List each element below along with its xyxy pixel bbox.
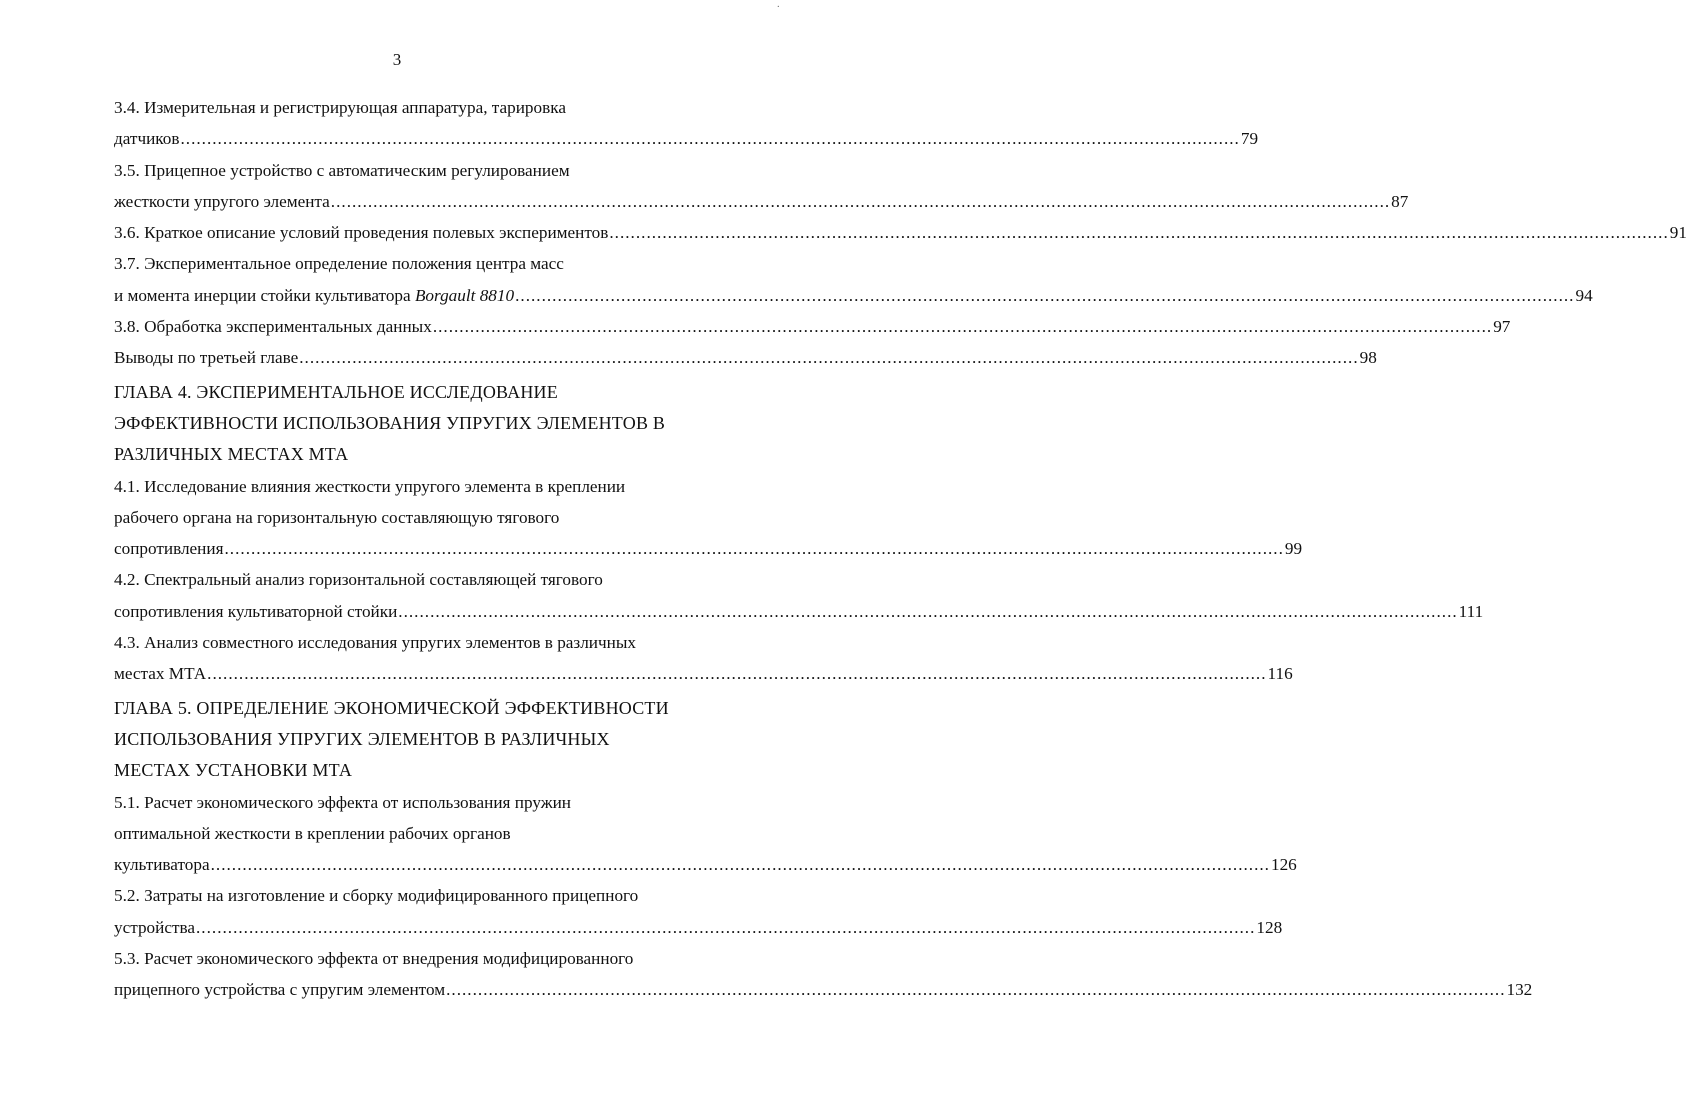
toc-entry-text: культиватора: [114, 855, 210, 875]
toc-entry-3-7: [114, 248, 1593, 311]
toc-page-number: 97: [1493, 317, 1511, 337]
toc-page-number: 91: [1669, 223, 1687, 243]
toc-entry-text: 5.2. Затраты на изготовление и сборку модифицированного прицепного: [114, 886, 639, 906]
chapter-heading-line: ГЛАВА 4. ЭКСПЕРИМЕНТАЛЬНОЕ ИССЛЕДОВАНИЕ: [114, 381, 558, 402]
toc-entry-text: рабочего органа на горизонтальную составляющую тягового: [114, 507, 560, 527]
dot-leader: ........................................................................................................................................................................................................: [446, 980, 1506, 1000]
toc-entry-text: сопротивления культиваторной стойки: [114, 601, 398, 621]
toc-entry-last-line: [114, 974, 1533, 1005]
toc-entry-text: 5.3. Расчет экономического эффекта от внедрения модифицированного: [114, 949, 634, 969]
toc-page-number: 94: [1575, 285, 1593, 305]
dot-leader: ........................................................................................................................................................................................................: [515, 285, 1575, 305]
toc-entry-text: 4.1. Исследование влияния жесткости упругого элемента в креплении: [114, 476, 626, 496]
toc-entry-last-line: [114, 186, 1409, 217]
toc-entry-text-italic: Borgault 8810: [414, 285, 515, 305]
toc-entry-text: 3.8. Обработка экспериментальных данных: [114, 317, 432, 337]
toc-entry-4-2: [114, 564, 1484, 627]
toc-entry-last-line: [114, 596, 1484, 627]
toc-entry-text: Выводы по третьей главе: [114, 348, 299, 368]
toc-entry-last-line: [114, 217, 1687, 248]
toc-page-number: 126: [1270, 855, 1297, 875]
toc-entry-last-line: [114, 342, 1377, 373]
toc-entry-last-line: [114, 311, 1511, 342]
toc-entry-text-prefix: и момента инерции стойки культиватора: [114, 285, 415, 305]
dot-leader: ........................................................................................................................................................................................................: [207, 664, 1267, 684]
dot-leader: ........................................................................................................................................................................................................: [299, 348, 1359, 368]
toc-entry-conclusions-3: [114, 342, 1377, 373]
toc-entry-text: 3.5. Прицепное устройство с автоматическим регулированием: [114, 160, 570, 180]
toc-page-number: 116: [1267, 664, 1293, 684]
toc-entry-last-line: [114, 280, 1593, 311]
toc-entry-text: 3.7. Экспериментальное определение положения центра масс: [114, 254, 564, 274]
toc-page-number: 98: [1359, 348, 1377, 368]
toc-entry-5-2: [114, 880, 1283, 943]
toc-entry-text: устройства: [114, 917, 195, 937]
toc-entry-text: прицепного устройства с упругим элементом: [114, 980, 446, 1000]
toc-entry-3-4: [114, 92, 1259, 155]
toc-chapter-5-heading: [114, 693, 742, 787]
toc-entry-3-6: [114, 217, 1687, 248]
chapter-heading-line: МЕСТАХ УСТАНОВКИ МТА: [114, 760, 353, 781]
toc-entry-3-8: [114, 311, 1511, 342]
toc-entry-text: местах МТА: [114, 664, 207, 684]
toc-entry-text: 5.1. Расчет экономического эффекта от использования пружин: [114, 792, 571, 812]
dot-leader: ........................................................................................................................................................................................................: [609, 223, 1669, 243]
chapter-heading-line: ИСПОЛЬЗОВАНИЯ УПРУГИХ ЭЛЕМЕНТОВ В РАЗЛИЧНЫХ: [114, 728, 610, 749]
dot-leader: ........................................................................................................................................................................................................: [432, 317, 1493, 337]
scan-corner-mark: ·: [776, 2, 780, 13]
dot-leader: ........................................................................................................................................................................................................: [398, 601, 1458, 621]
toc-entry-4-1: [114, 471, 1303, 565]
toc-entry-text: 4.3. Анализ совместного исследования упругих элементов в различных: [114, 633, 636, 653]
dot-leader: ........................................................................................................................................................................................................: [210, 855, 1270, 875]
chapter-heading-line: ГЛАВА 5. ОПРЕДЕЛЕНИЕ ЭКОНОМИЧЕСКОЙ ЭФФЕКТИВНОСТИ: [114, 697, 669, 718]
toc-chapter-4-heading: [114, 377, 742, 471]
page-number: 3: [392, 50, 402, 69]
toc-entry-text: оптимальной жесткости в креплении рабочих органов: [114, 823, 511, 843]
toc-entry-last-line: [114, 123, 1259, 154]
table-of-contents: [114, 92, 1687, 1006]
toc-page-number: 79: [1240, 129, 1259, 149]
toc-entry-3-5: [114, 155, 1409, 218]
toc-entry-text: [114, 280, 514, 311]
toc-page-number: 128: [1256, 917, 1283, 937]
toc-entry-text: 3.4. Измерительная и регистрирующая аппаратура, тарировка: [114, 98, 566, 117]
toc-page-number: 99: [1284, 539, 1303, 559]
toc-entry-last-line: [114, 849, 1297, 880]
chapter-heading-line: РАЗЛИЧНЫХ МЕСТАХ МТА: [114, 444, 349, 465]
toc-entry-text: жесткости упругого элемента: [114, 191, 330, 211]
dot-leader: ........................................................................................................................................................................................................: [224, 539, 1284, 559]
toc-page-number: 111: [1458, 601, 1484, 621]
toc-entry-last-line: [114, 658, 1293, 689]
dot-leader: ........................................................................................................................................................................................................: [196, 917, 1256, 937]
toc-entry-5-1: [114, 787, 1297, 881]
toc-entry-4-3: [114, 627, 1293, 690]
toc-entry-text: 4.2. Спектральный анализ горизонтальной составляющей тягового: [114, 570, 603, 590]
toc-page-number: 87: [1391, 191, 1409, 211]
chapter-heading-line: ЭФФЕКТИВНОСТИ ИСПОЛЬЗОВАНИЯ УПРУГИХ ЭЛЕМЕНТОВ В: [114, 412, 666, 433]
toc-entry-last-line: [114, 912, 1283, 943]
toc-entry-text: 3.6. Краткое описание условий проведения полевых экспериментов: [114, 223, 609, 243]
toc-entry-text: датчиков: [114, 129, 180, 149]
toc-entry-5-3: [114, 943, 1533, 1006]
dot-leader: ........................................................................................................................................................................................................: [330, 191, 1391, 211]
dot-leader: ........................................................................................................................................................................................................: [180, 129, 1240, 149]
toc-page-number: 132: [1506, 980, 1533, 1000]
toc-entry-last-line: [114, 533, 1303, 564]
toc-entry-text: сопротивления: [114, 539, 224, 559]
